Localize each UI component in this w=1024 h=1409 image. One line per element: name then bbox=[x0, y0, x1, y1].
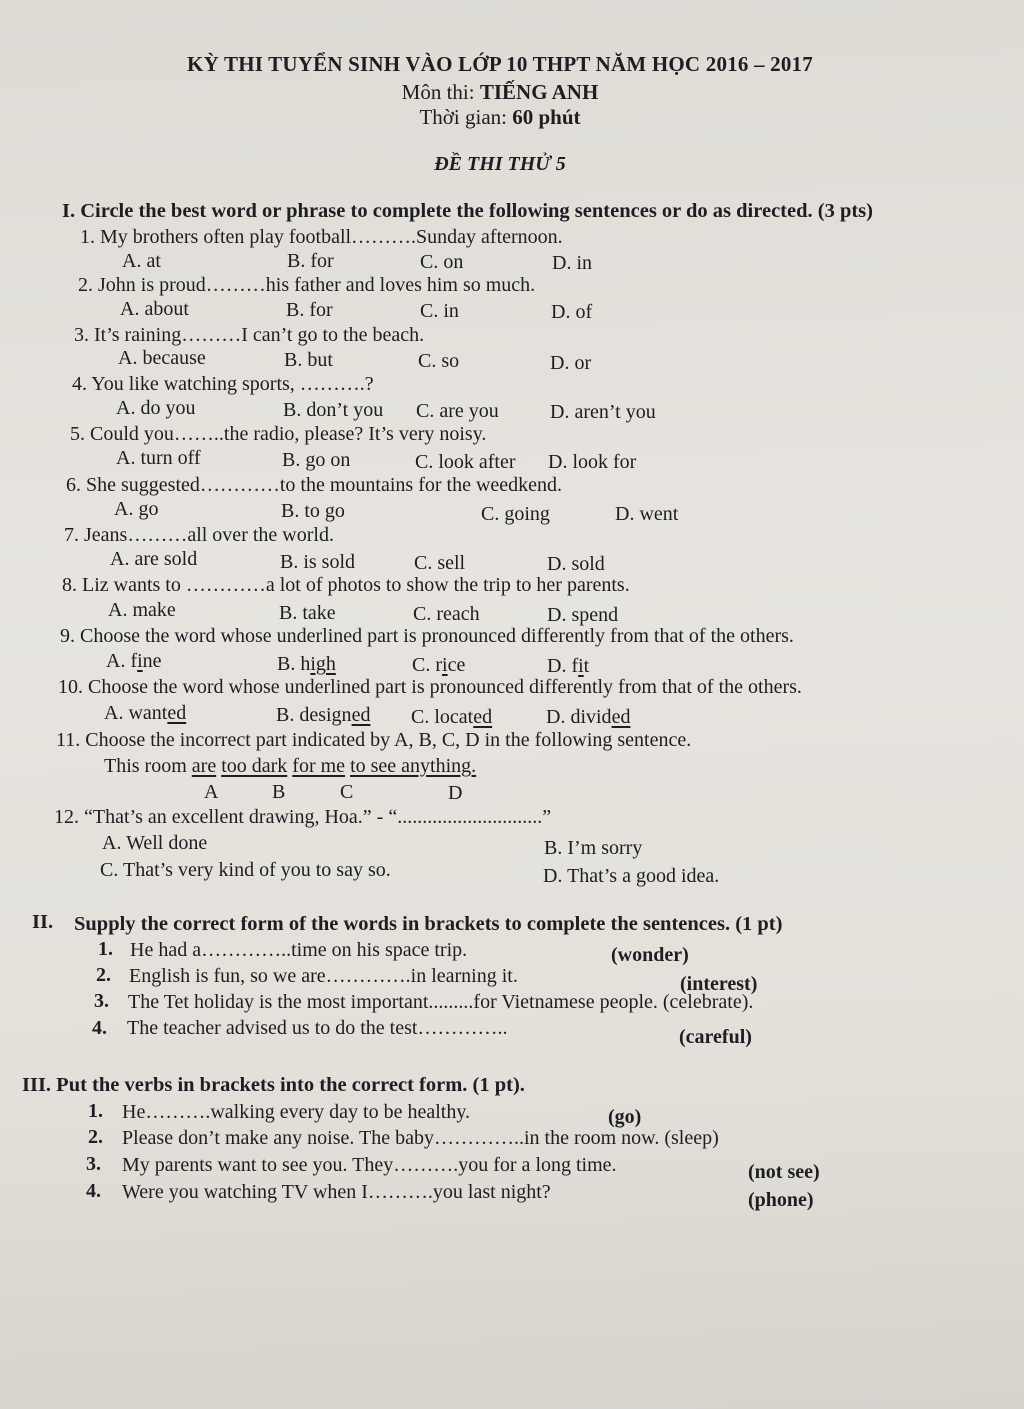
question-stem: 12. “That’s an excellent drawing, Hoa.” - “.............................” bbox=[54, 806, 552, 828]
question-stem: 4. You like watching sports, ……….? bbox=[72, 373, 374, 395]
option-a: A. turn off bbox=[116, 447, 201, 469]
part-label-c: C bbox=[340, 781, 354, 803]
exam-title: KỲ THI TUYỂN SINH VÀO LỚP 10 THPT NĂM HỌC 2016 – 2017 bbox=[187, 52, 813, 76]
item-text: My parents want to see you. They……….you for a long time. bbox=[122, 1154, 617, 1176]
item-word: (not see) bbox=[748, 1161, 820, 1183]
option-d: D. or bbox=[550, 352, 592, 374]
item-number: 2. bbox=[96, 964, 111, 986]
option-c: C. are you bbox=[416, 400, 499, 422]
option-c: C. sell bbox=[414, 552, 466, 574]
item-word: (wonder) bbox=[611, 944, 689, 966]
option-a: A. make bbox=[108, 599, 176, 621]
item-text: He……….walking every day to be healthy. bbox=[122, 1101, 471, 1123]
item-number: 4. bbox=[86, 1180, 101, 1202]
option-d: D. sold bbox=[547, 553, 605, 575]
option-b: B. I’m sorry bbox=[544, 837, 643, 859]
option-b: B. high bbox=[277, 653, 336, 675]
question-stem: 5. Could you……..the radio, please? It’s very noisy. bbox=[70, 423, 487, 445]
option-c: C. going bbox=[481, 503, 550, 525]
exam-name: ĐỀ THI THỬ 5 bbox=[434, 153, 566, 175]
item-text: Please don’t make any noise. The baby…………..in the room now. (sleep) bbox=[122, 1127, 719, 1149]
question-stem: 10. Choose the word whose underlined part is pronounced differently from that of the others. bbox=[58, 676, 802, 698]
option-a: A. go bbox=[114, 498, 159, 520]
option-b: B. is sold bbox=[280, 551, 356, 573]
item-text: Were you watching TV when I……….you last night? bbox=[122, 1181, 551, 1203]
part-label-b: B bbox=[272, 781, 286, 803]
item-word: (interest) bbox=[680, 973, 758, 995]
option-c: C. located bbox=[411, 706, 493, 728]
option-a: A. at bbox=[122, 250, 161, 272]
option-d: D. aren’t you bbox=[550, 401, 656, 423]
option-b: B. for bbox=[287, 250, 334, 272]
option-d: D. went bbox=[615, 503, 679, 525]
option-a: A. wanted bbox=[104, 702, 187, 724]
subject-name: TIẾNG ANH bbox=[479, 80, 599, 104]
item-number: 3. bbox=[86, 1153, 101, 1175]
section2-number: II. bbox=[32, 911, 54, 933]
option-c: C. That’s very kind of you to say so. bbox=[100, 859, 391, 881]
section1-heading: I. Circle the best word or phrase to complete the following sentences or do as directed. (3 pts) bbox=[62, 200, 873, 222]
item-text: He had a…………..time on his space trip. bbox=[130, 939, 468, 961]
question-stem: 6. She suggested…………to the mountains for the weedkend. bbox=[66, 474, 563, 496]
option-c: C. reach bbox=[413, 603, 480, 625]
question-stem: 7. Jeans………all over the world. bbox=[64, 524, 334, 546]
option-b: B. for bbox=[286, 299, 333, 321]
error-sentence: This room are too dark for me to see anything. bbox=[104, 755, 477, 777]
option-a: A. do you bbox=[116, 397, 196, 419]
item-text: The teacher advised us to do the test………….. bbox=[127, 1017, 508, 1039]
option-b: B. but bbox=[284, 349, 333, 371]
option-d: D. divided bbox=[546, 706, 631, 728]
option-b: B. take bbox=[279, 602, 336, 624]
option-b: B. go on bbox=[282, 449, 351, 471]
question-stem: 9. Choose the word whose underlined part is pronounced differently from that of the others. bbox=[60, 625, 794, 647]
option-d: D. look for bbox=[548, 451, 637, 473]
time-label: Thời gian: bbox=[419, 105, 507, 129]
option-c: C. on bbox=[420, 251, 464, 273]
option-c: C. in bbox=[420, 300, 459, 322]
option-b: B. designed bbox=[276, 704, 371, 726]
part-label-a: A bbox=[204, 781, 219, 803]
item-number: 1. bbox=[88, 1100, 103, 1122]
item-word: (go) bbox=[608, 1106, 642, 1128]
option-a: A. about bbox=[120, 298, 189, 320]
part-label-d: D bbox=[448, 782, 463, 804]
time-value: 60 phút bbox=[512, 105, 581, 129]
section2-heading: Supply the correct form of the words in brackets to complete the sentences. (1 pt) bbox=[74, 913, 783, 935]
option-a: A. fine bbox=[106, 650, 162, 672]
question-stem: 2. John is proud………his father and loves him so much. bbox=[78, 274, 536, 296]
question-stem: 3. It’s raining………I can’t go to the beach. bbox=[74, 324, 425, 346]
option-a: A. because bbox=[118, 347, 206, 369]
item-number: 3. bbox=[94, 990, 109, 1012]
question-stem: 8. Liz wants to …………a lot of photos to show the trip to her parents. bbox=[62, 574, 630, 596]
subject-line bbox=[0, 80, 1000, 105]
option-c: C. so bbox=[418, 350, 460, 372]
option-d: D. spend bbox=[547, 604, 619, 626]
item-text: English is fun, so we are………….in learning it. bbox=[129, 965, 518, 987]
option-d: D. in bbox=[552, 252, 592, 274]
option-b: B. don’t you bbox=[283, 399, 384, 421]
time-line bbox=[0, 105, 1000, 130]
option-d: D. of bbox=[551, 301, 593, 323]
option-c: C. rice bbox=[412, 654, 466, 676]
option-a: A. are sold bbox=[110, 548, 198, 570]
subject-label: Môn thi: bbox=[401, 80, 475, 104]
section3-heading: III. Put the verbs in brackets into the correct form. (1 pt). bbox=[22, 1074, 525, 1096]
question-stem: 11. Choose the incorrect part indicated by A, B, C, D in the following sentence. bbox=[56, 729, 692, 751]
option-b: B. to go bbox=[281, 500, 345, 522]
item-text: The Tet holiday is the most important.........for Vietnamese people. (celebrate). bbox=[128, 991, 754, 1013]
option-a: A. Well done bbox=[102, 832, 208, 854]
option-d: D. fit bbox=[547, 655, 590, 677]
item-word: (phone) bbox=[748, 1189, 814, 1211]
option-c: C. look after bbox=[415, 451, 516, 473]
item-word: (careful) bbox=[679, 1026, 752, 1048]
question-stem: 1. My brothers often play football……….Sunday afternoon. bbox=[80, 226, 563, 248]
item-number: 1. bbox=[98, 938, 113, 960]
item-number: 4. bbox=[92, 1017, 107, 1039]
option-d: D. That’s a good idea. bbox=[543, 865, 720, 887]
item-number: 2. bbox=[88, 1126, 103, 1148]
